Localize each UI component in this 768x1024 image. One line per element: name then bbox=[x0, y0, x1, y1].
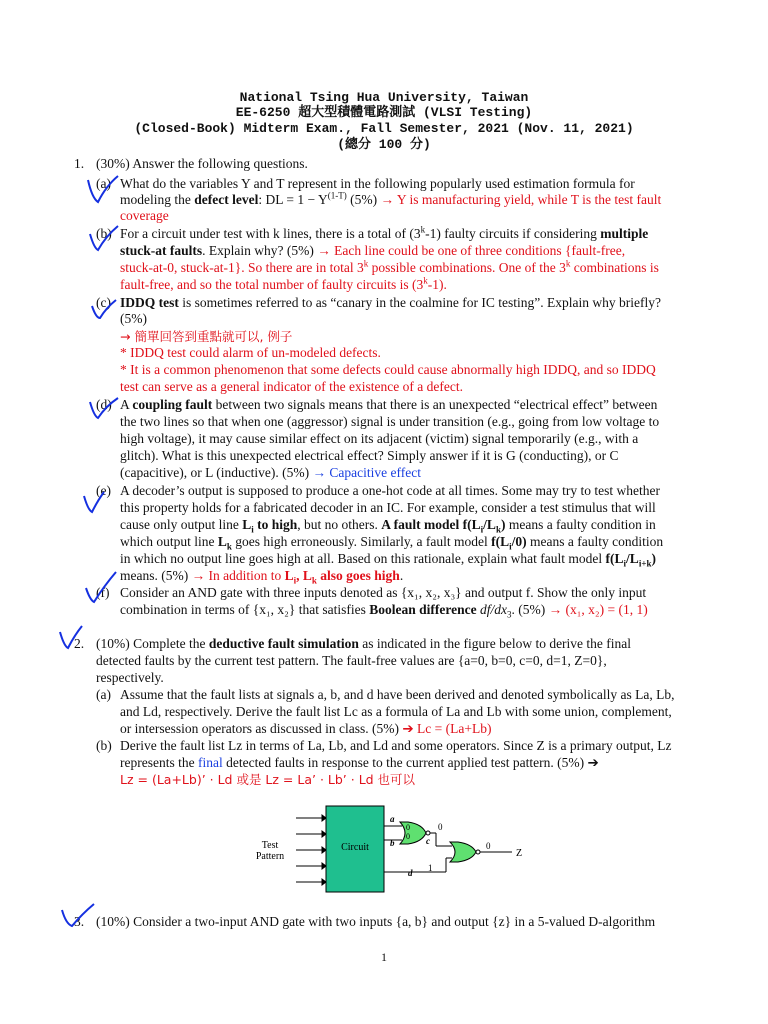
z-output-value: 0 bbox=[486, 841, 491, 851]
checkmark-q3 bbox=[58, 902, 98, 932]
checkmark-q2 bbox=[56, 624, 86, 652]
q1e-label: (e) bbox=[96, 483, 111, 498]
q1b-line1: For a circuit under test with k lines, there is a total of (3$^k$-1) faulty circuits if considering multiple bbox=[120, 224, 649, 241]
test-pattern-label-line2: Pattern bbox=[255, 851, 285, 862]
q1e-line5: in which no output line goes high at all. Based on this rationale, explain what fault model $f(L_i/L_{i+k})$ bbox=[120, 551, 656, 569]
wires bbox=[384, 826, 512, 872]
q1d-line1: A coupling fault between two signals means that there is an unexpected “electrical effect” between bbox=[120, 397, 658, 412]
q1b-answer-line4: fault-free, and so the total number of faulty circuits is (3$^k$-1). bbox=[120, 275, 447, 292]
q1e-line2: this property holds for a fabricated decoder in an IC. For example, consider a test stimulus that will bbox=[120, 500, 656, 515]
q1b-label: (b) bbox=[96, 226, 112, 241]
checkmark-q1d bbox=[84, 396, 124, 422]
signal-a-label: a bbox=[390, 814, 395, 824]
q1d-line2: the two lines so that when one (aggressor) signal is under transition (e.g., going from low voltage to bbox=[120, 414, 660, 429]
q1f-line2: combination in terms of {x₁, x₂} that satisfies Boolean difference $df/dx_3$. (5%) → (x₁, x₂) = (1, 1) bbox=[120, 602, 648, 620]
header-line-2: EE-6250 超大型積體電路測試 (VLSI Testing) bbox=[235, 105, 533, 120]
header-line-3: (Closed-Book) Midterm Exam., Fall Semester, 2021 (Nov. 11, 2021) bbox=[134, 121, 634, 136]
q1b-line2: stuck-at faults. Explain why? (5%) → Each line could be one of three conditions {fault-free, bbox=[120, 243, 626, 258]
checkmark-q1c bbox=[88, 298, 122, 322]
gate1-output-value: 0 bbox=[438, 822, 443, 832]
q1b-answer-line3: stuck-at-0, stuck-at-1}. So there are in total 3$^k$ possible combinations. One of the 3$^k$ combinations is bbox=[120, 258, 659, 275]
q3-line1: (10%) Consider a two-input AND gate with two inputs {a, b} and output {z} in a 5-valued D-algorithm bbox=[96, 914, 656, 929]
q2b-answer: Lz = (La+Lb)’ · Ld 或是 Lz = La’ · Lb’ · Ld 也可以 bbox=[120, 772, 416, 787]
signal-d-value: 1 bbox=[428, 863, 433, 873]
q2a-label: (a) bbox=[96, 687, 111, 702]
q1d-line3: high voltage), it may cause similar effect on its adjacent (victim) signal temporarily (e.g., with a bbox=[120, 431, 639, 446]
q3-number: 3. bbox=[74, 914, 85, 929]
nor-gate-1 bbox=[400, 822, 426, 844]
q1d-line5: (capacitive), or L (inductive). (5%) → Capacitive effect bbox=[120, 465, 421, 480]
q1a-line2: modeling the defect level: DL = $1 - Y^{(1-T)}$ (5%) → Y is manufacturing yield, while T is the test fault bbox=[120, 190, 662, 207]
q1c-answer-2: * IDDQ test could alarm of un-modeled defects. bbox=[120, 345, 381, 360]
checkmark-q1f bbox=[80, 570, 120, 606]
q1a-label: (a) bbox=[96, 176, 111, 191]
q1e-line6: means. (5%) → In addition to $L_i$, $L_k$ also goes high. bbox=[120, 568, 404, 586]
signal-c-label: c bbox=[426, 836, 430, 846]
q1c-line1: IDDQ test is sometimes referred to as “canary in the coalmine for IC testing”. Explain why briefly? bbox=[120, 295, 661, 310]
q1c-answer-4: test can serve as a general indicator of the existence of a defect. bbox=[120, 379, 463, 394]
q2-line1: (10%) Complete the deductive fault simulation as indicated in the figure below to derive the final bbox=[96, 636, 632, 651]
q2-line3: respectively. bbox=[96, 670, 164, 685]
page-number: 1 bbox=[381, 950, 387, 964]
input-b-value: 0 bbox=[406, 832, 410, 841]
q1d-line4: glitch). What is this unexpected electrical effect? Simply answer if it is G (conducting), or C bbox=[120, 448, 619, 463]
q2-number: 2. bbox=[74, 636, 85, 651]
header-line-1: National Tsing Hua University, Taiwan bbox=[239, 90, 529, 105]
nor-gate-2-bubble bbox=[476, 850, 480, 854]
q1f-label: (f) bbox=[96, 585, 110, 600]
q1a-line1: What do the variables Y and T represent in the following popularly used estimation formula for bbox=[120, 176, 635, 191]
q1c-line2: (5%) bbox=[120, 311, 147, 326]
nor-gate-1-bubble bbox=[426, 831, 430, 835]
q1e-line4: which output line $L_k$ goes high erroneously. Similarly, a fault model $f(L_i/0)$ means a faulty condition bbox=[120, 534, 664, 552]
checkmark-q1e bbox=[78, 490, 108, 516]
checkmark-q1a bbox=[84, 172, 124, 208]
test-pattern-label-line1: Test bbox=[261, 840, 279, 851]
header-line-4: (總分 100 分) bbox=[337, 137, 431, 152]
signal-b-label: b bbox=[390, 838, 395, 848]
input-arrows bbox=[296, 815, 326, 885]
q2b-label: (b) bbox=[96, 738, 112, 753]
checkmark-q1b bbox=[84, 224, 124, 254]
q2b-line2: represents the final detected faults in response to the current applied test pattern. (5%) ➔ bbox=[120, 755, 599, 770]
q2a-line3: or intersession operators as discussed in class. (5%) ➔ Lc = (La+Lb) bbox=[120, 721, 492, 736]
q2a-line2: and Ld, respectively. Derive the fault list Lc as a formula of La and Lb with some union, complement, bbox=[120, 704, 672, 719]
q1e-line3: cause only output line $L_i$ to high, but no others. A fault model $f(L_i/L_k)$ means a faulty condition in bbox=[120, 517, 656, 535]
output-z-label: Z bbox=[516, 848, 523, 859]
q1d-label: (d) bbox=[96, 397, 112, 412]
signal-d-label: d bbox=[408, 868, 413, 878]
nor-gate-2 bbox=[450, 842, 476, 862]
q1c-answer-3: * It is a common phenomenon that some defects could cause abnormally high IDDQ, and so IDDQ bbox=[120, 362, 656, 377]
circuit-label: Circuit bbox=[341, 842, 369, 853]
q1a-answer-line3: coverage bbox=[120, 208, 169, 223]
q1-intro: (30%) Answer the following questions. bbox=[96, 156, 308, 171]
q1c-answer-1: → 簡單回答到重點就可以, 例子 bbox=[120, 329, 293, 344]
q2b-line1: Derive the fault list Lz in terms of La, Lb, and Ld and some operators. Since Z is a primary output, Lz bbox=[120, 738, 672, 753]
q1c-label: (c) bbox=[96, 295, 111, 310]
input-a-value: 0 bbox=[406, 823, 410, 832]
deductive-fault-circuit-figure bbox=[250, 800, 540, 900]
q2a-line1: Assume that the fault lists at signals a, b, and d have been derived and denoted symbolically as La, Lb, bbox=[120, 687, 675, 702]
q1-number: 1. bbox=[74, 156, 85, 171]
q2-line2: detected faults by the current test pattern. The fault-free values are {a=0, b=0, c=0, d=1, Z=0}, bbox=[96, 653, 607, 668]
q1f-line1: Consider an AND gate with three inputs denoted as {x₁, x₂, x₃} and output f. Show the only input bbox=[120, 585, 647, 600]
q1e-line1: A decoder’s output is supposed to produce a one-hot code at all times. Some may try to test whether bbox=[120, 483, 661, 498]
